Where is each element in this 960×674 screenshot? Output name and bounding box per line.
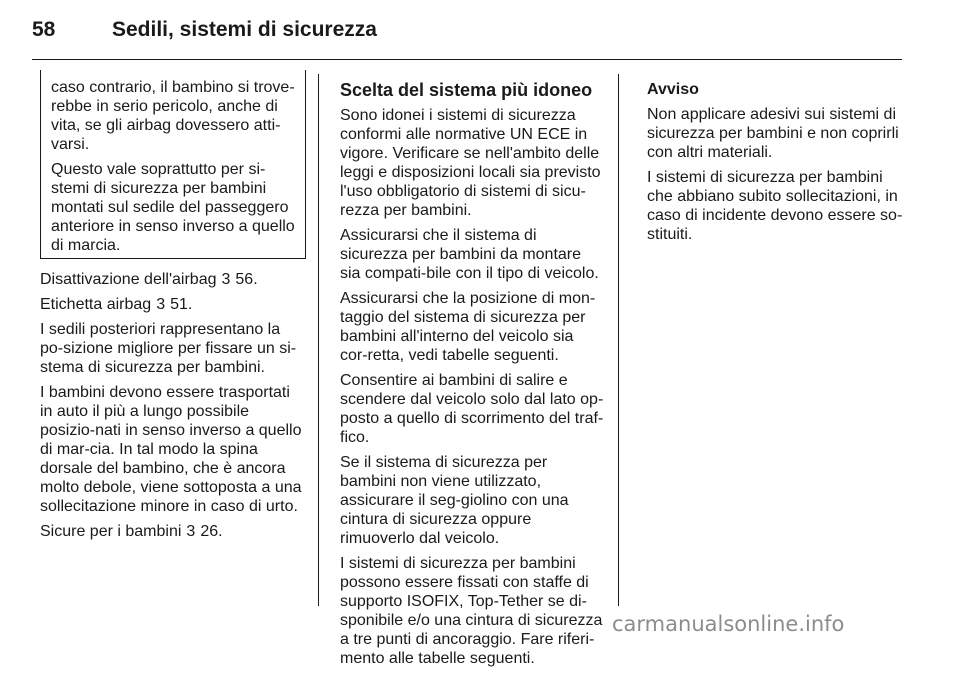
body-paragraph: Consentire ai bambini di salire e scendere dal veicolo solo dal lato op-posto a quello di scorrimento del traf-fico. xyxy=(340,372,604,446)
body-paragraph: Se il sistema di sicurezza per bambini non viene utilizzato, assicurare il seg-giolino con una cintura di sicurezza oppure rimuoverlo dal veicolo. xyxy=(340,454,569,547)
body-paragraph: Assicurarsi che il sistema di sicurezza per bambini da montare sia compati-bile con il tipo di veicolo. xyxy=(340,227,599,282)
warning-paragraph: caso contrario, il bambino si trove-rebbe in serio pericolo, anche di vita, se gli airbag dovessero atti-varsi. xyxy=(51,79,295,153)
notice-heading: Avviso xyxy=(647,81,699,98)
page-header xyxy=(32,18,902,46)
body-paragraph: Non applicare adesivi sui sistemi di sicurezza per bambini e non coprirli con altri materiali. xyxy=(647,106,899,161)
warning-paragraph: Questo vale soprattutto per si-stemi di sicurezza per bambini montati sul sedile del passeggero anteriore in senso inverso a quello di marcia. xyxy=(51,161,295,254)
body-paragraph: I sistemi di sicurezza per bambini che abbiano subito sollecitazioni, in caso di incidente devono essere so-stituiti. xyxy=(647,169,903,243)
column-left xyxy=(40,270,302,547)
reference-arrow-icon: 3 xyxy=(221,271,231,288)
body-paragraph: I bambini devono essere trasportati in auto il più a lungo possibile posizio-nati in senso inverso a quello di mar-cia. In tal modo la spina dorsale del bambino, che è ancora molto debole, viene sottoposta a una sollecitazione minore in caso di urto. xyxy=(40,384,302,515)
column-divider xyxy=(318,74,319,606)
reference-page: 56. xyxy=(235,271,258,288)
page-number: 58 xyxy=(32,18,56,41)
body-paragraph: I sistemi di sicurezza per bambini possono essere fissati con staffe di supporto ISOFIX, Top-Tether se di-sponibile e/o una cintura di sicurezza a tre punti di ancoraggio. Fare riferi-mento alle tabelle seguenti. xyxy=(340,555,603,667)
column-right xyxy=(647,80,903,250)
reference-text: Sicure per i bambini xyxy=(40,523,182,540)
warning-box xyxy=(40,70,306,259)
watermark: carmanualsonline.info xyxy=(612,612,845,636)
header-rule xyxy=(32,59,902,60)
reference-page: 51. xyxy=(170,296,193,313)
page-title: Sedili, sistemi di sicurezza xyxy=(112,18,377,41)
reference-page: 26. xyxy=(200,523,223,540)
body-paragraph: Sono idonei i sistemi di sicurezza conformi alle normative UN ECE in vigore. Verificare se nell'ambito delle leggi e disposizioni locali sia previsto l'uso obbligatorio di sistemi di sicu-rezza per bambini. xyxy=(340,107,601,219)
reference-arrow-icon: 3 xyxy=(186,523,196,540)
column-middle xyxy=(340,80,604,674)
cross-reference-child-locks[interactable] xyxy=(40,522,302,541)
body-paragraph: I sedili posteriori rappresentano la po-sizione migliore per fissare un si-stema di sicurezza per bambini. xyxy=(40,321,297,376)
column-divider xyxy=(618,74,619,606)
cross-reference-airbag-deactivation[interactable] xyxy=(40,270,302,289)
section-heading: Scelta del sistema più idoneo xyxy=(340,80,593,100)
reference-arrow-icon: 3 xyxy=(156,296,166,313)
body-paragraph: Assicurarsi che la posizione di mon-taggio del sistema di sicurezza per bambini all'interno del veicolo sia cor-retta, vedi tabelle seguenti. xyxy=(340,290,596,364)
cross-reference-airbag-label[interactable] xyxy=(40,295,302,314)
reference-text: Disattivazione dell'airbag xyxy=(40,271,217,288)
reference-text: Etichetta airbag xyxy=(40,296,152,313)
